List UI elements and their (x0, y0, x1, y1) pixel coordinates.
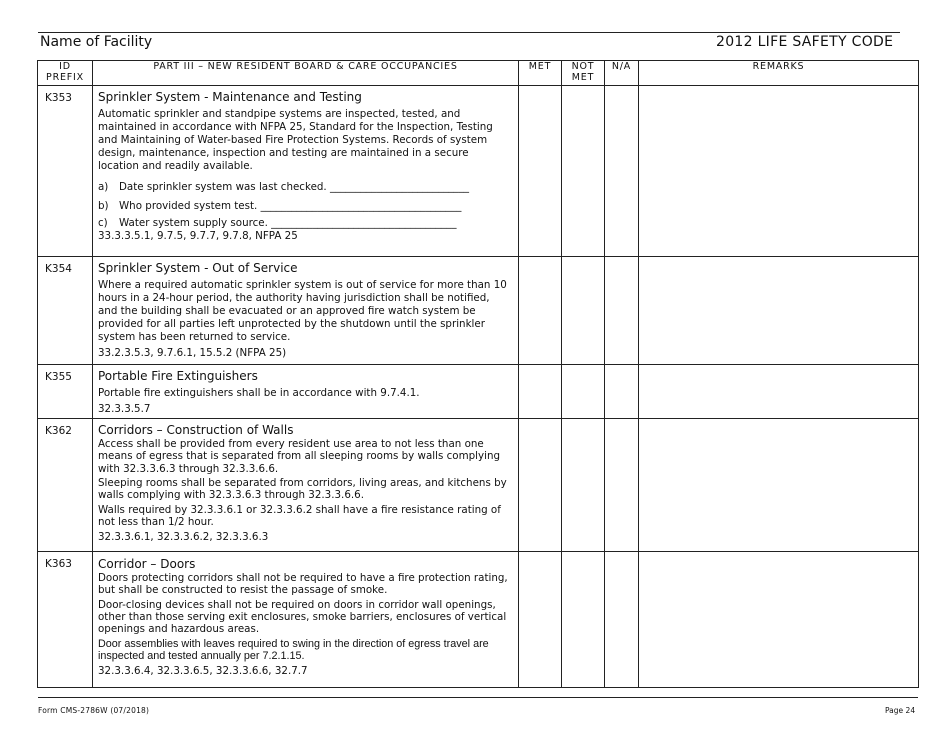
row-id: K362 (38, 419, 93, 552)
table-row (38, 552, 919, 688)
row-id: K355 (38, 365, 93, 419)
table-row (38, 257, 919, 365)
requirement-title: Sprinkler System - Maintenance and Testing (98, 90, 362, 104)
question-b-label: b) (98, 199, 109, 212)
question-c-label: c) (98, 216, 108, 229)
remarks-cell[interactable] (639, 86, 919, 257)
column-header-id-prefix (38, 61, 93, 86)
column-header-part: PART III – NEW RESIDENT BOARD & CARE OCCUPANCIES (93, 61, 519, 86)
remarks-cell[interactable] (639, 257, 919, 365)
row-id: K353 (38, 86, 93, 257)
requirement-citation: 33.3.3.5.1, 9.7.5, 9.7.7, 9.7.8, NFPA 25 (98, 229, 298, 242)
met-cell[interactable] (519, 365, 562, 419)
requirement-text: Where a required automatic sprinkler system is out of service for more than 10 hours in a 24-hour period, the authority having jurisdiction shall be notified, and the building shall be evacuated or an approved fire watch system be provided for all parties left unprotected by the shutdown until the sprinkler system has been returned to service. (98, 279, 507, 344)
met-cell[interactable] (519, 257, 562, 365)
not-met-line2: MET (571, 72, 595, 83)
remarks-cell[interactable] (639, 552, 919, 688)
requirement-text-1: Access shall be provided from every resident use area to not less than one means of egress that is separated from all sleeping rooms by walls complying with 32.3.3.6.3 through 32.3.3.6.6. (98, 438, 501, 475)
not-met-line1: NOT (571, 61, 595, 72)
requirement-title: Sprinkler System - Out of Service (98, 261, 298, 275)
met-cell[interactable] (519, 86, 562, 257)
na-cell[interactable] (605, 365, 639, 419)
column-header-not-met (562, 61, 605, 86)
facility-name-label: Name of Facility (40, 34, 153, 50)
requirement-cell (93, 419, 519, 552)
bottom-rule (38, 697, 918, 698)
requirement-title: Portable Fire Extinguishers (98, 369, 258, 383)
column-header-met: MET (519, 61, 562, 86)
requirement-title: Corridors – Construction of Walls (98, 423, 294, 438)
requirement-text-3: Walls required by 32.3.3.6.1 or 32.3.3.6.2 shall have a fire resistance rating of not less than 1/2 hour. (98, 503, 501, 528)
na-cell[interactable] (605, 257, 639, 365)
id-prefix-line2: PREFIX (46, 72, 84, 83)
column-header-remarks: REMARKS (639, 61, 919, 86)
na-cell[interactable] (605, 86, 639, 257)
remarks-cell[interactable] (639, 365, 919, 419)
page-number: Page 24 (885, 706, 916, 715)
not-met-cell[interactable] (562, 552, 605, 688)
not-met-cell[interactable] (562, 86, 605, 257)
met-cell[interactable] (519, 552, 562, 688)
column-header-na: N/A (605, 61, 639, 86)
question-a (98, 181, 512, 194)
requirement-title: Corridor – Doors (98, 557, 196, 572)
requirement-citation: 33.2.3.5.3, 9.7.6.1, 15.5.2 (NFPA 25) (98, 347, 287, 360)
table-header-row (38, 61, 919, 86)
remarks-cell[interactable] (639, 419, 919, 552)
form-id: Form CMS-2786W (07/2018) (38, 706, 150, 715)
requirement-text: Portable fire extinguishers shall be in accordance with 9.7.4.1. (98, 387, 420, 399)
question-a-text: Date sprinkler system was last checked. ___________________________ (119, 181, 469, 194)
table-row (38, 86, 919, 257)
requirement-text: Automatic sprinkler and standpipe systems are inspected, tested, and maintained in accordance with NFPA 25, Standard for the Inspection, Testing and Maintaining of Water-based Fire Protection Systems. Records of system design, maintenance, inspection and testing are maintained in a secure location and readily available. (98, 108, 493, 173)
requirement-text-2: Door-closing devices shall not be required on doors in corridor wall openings, other than those serving exit enclosures, smoke barriers, enclosures of vertical openings and hazardous areas. (98, 598, 507, 636)
requirement-cell (93, 86, 519, 257)
requirement-citation: 32.3.3.6.4, 32.3.3.6.5, 32.3.3.6.6, 32.7.7 (98, 665, 308, 678)
not-met-cell[interactable] (562, 257, 605, 365)
id-prefix-line1: ID (59, 61, 71, 72)
met-cell[interactable] (519, 419, 562, 552)
requirement-text-1: Doors protecting corridors shall not be required to have a fire protection rating, but shall be constructed to resist the passage of smoke. (98, 572, 508, 597)
requirement-cell (93, 365, 519, 419)
not-met-cell[interactable] (562, 365, 605, 419)
top-rule (38, 32, 900, 33)
na-cell[interactable] (605, 419, 639, 552)
row-id: K354 (38, 257, 93, 365)
row-id: K363 (38, 552, 93, 688)
question-b (98, 200, 512, 213)
question-a-label: a) (98, 181, 109, 194)
na-cell[interactable] (605, 552, 639, 688)
question-b-text: Who provided system test. _______________________________________ (119, 199, 462, 212)
requirement-cell (93, 257, 519, 365)
not-met-cell[interactable] (562, 419, 605, 552)
requirement-citation: 32.3.3.6.1, 32.3.3.6.2, 32.3.3.6.3 (98, 531, 269, 544)
question-c (98, 217, 512, 230)
requirement-text-3: Door assemblies with leaves required to swing in the direction of egress travel are inspected and tested annually per 7.2.1.15. (98, 637, 489, 662)
requirement-citation: 32.3.3.5.7 (98, 403, 151, 416)
requirement-cell (93, 552, 519, 688)
checklist-table (37, 60, 919, 688)
question-c-text: Water system supply source. ____________________________________ (119, 216, 457, 229)
table-row (38, 365, 919, 419)
requirement-text-2: Sleeping rooms shall be separated from corridors, living areas, and kitchens by walls complying with 32.3.3.6.3 through 32.3.3.6.6. (98, 477, 507, 502)
table-row (38, 419, 919, 552)
code-title: 2012 LIFE SAFETY CODE (716, 34, 894, 50)
